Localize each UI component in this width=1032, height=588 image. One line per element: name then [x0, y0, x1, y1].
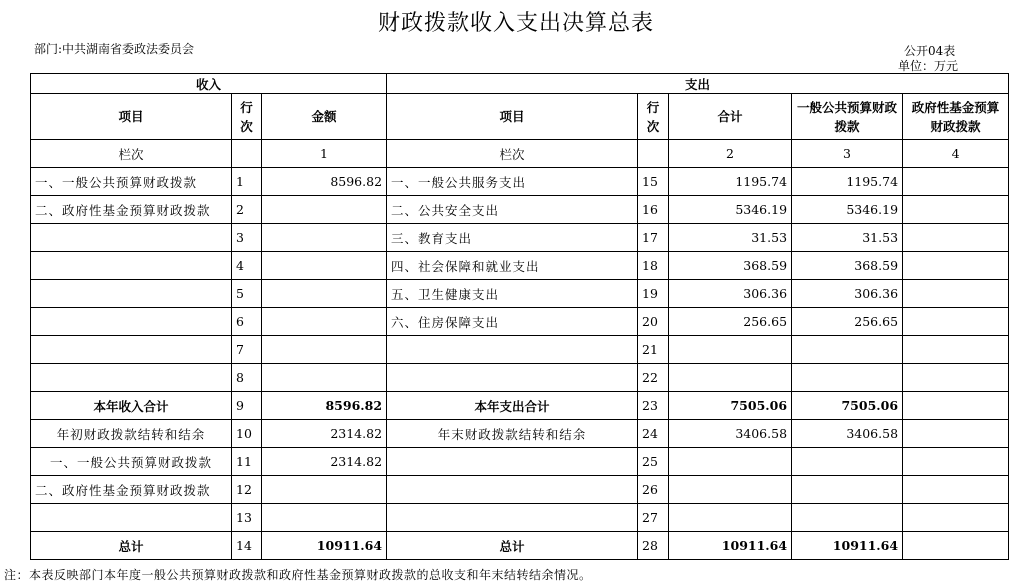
income-item-cell	[31, 364, 232, 392]
expense-line-cell: 17	[638, 224, 669, 252]
expense-general-cell: 256.65	[792, 308, 903, 336]
expense-total-cell	[669, 504, 792, 532]
expense-total-cell: 1195.74	[669, 168, 792, 196]
income-colnum-label: 栏次	[31, 140, 232, 168]
income-amount-cell: 10911.64	[262, 532, 387, 560]
expense-govfund-cell	[903, 392, 1009, 420]
expense-item-cell	[387, 336, 638, 364]
expense-item-cell: 三、教育支出	[387, 224, 638, 252]
income-amount-cell	[262, 308, 387, 336]
expense-total-cell: 3406.58	[669, 420, 792, 448]
expense-line-cell: 19	[638, 280, 669, 308]
income-line-cell: 3	[232, 224, 262, 252]
expense-general-header: 一般公共预算财政拨款	[792, 94, 903, 140]
table-row	[31, 532, 1009, 560]
expense-colnum-total: 2	[669, 140, 792, 168]
income-line-cell: 13	[232, 504, 262, 532]
income-line-cell: 9	[232, 392, 262, 420]
section-header-row	[31, 74, 1009, 94]
income-amount-header: 金额	[262, 94, 387, 140]
expense-item-cell: 总计	[387, 532, 638, 560]
expense-line-cell: 26	[638, 476, 669, 504]
report-title: 财政拨款收入支出决算总表	[377, 11, 654, 36]
table-row	[31, 196, 1009, 224]
expense-general-cell: 368.59	[792, 252, 903, 280]
unit-label: 单位：万元	[898, 59, 959, 73]
table-row	[31, 504, 1009, 532]
income-line-cell: 2	[232, 196, 262, 224]
income-line-cell: 12	[232, 476, 262, 504]
income-item-cell: 一、一般公共预算财政拨款	[31, 448, 232, 476]
expense-item-cell: 年末财政拨款结转和结余	[387, 420, 638, 448]
income-line-cell: 11	[232, 448, 262, 476]
expense-total-cell: 368.59	[669, 252, 792, 280]
expense-general-cell: 1195.74	[792, 168, 903, 196]
expense-general-cell: 31.53	[792, 224, 903, 252]
expense-total-cell: 10911.64	[669, 532, 792, 560]
table-row	[31, 336, 1009, 364]
expense-govfund-cell	[903, 420, 1009, 448]
income-line-cell: 6	[232, 308, 262, 336]
income-item-header: 项目	[31, 94, 232, 140]
expense-line-cell: 28	[638, 532, 669, 560]
expense-line-cell: 18	[638, 252, 669, 280]
income-item-cell: 二、政府性基金预算财政拨款	[31, 476, 232, 504]
expense-colnum-label: 栏次	[387, 140, 638, 168]
table-row	[31, 280, 1009, 308]
expense-total-cell: 5346.19	[669, 196, 792, 224]
expense-total-cell: 31.53	[669, 224, 792, 252]
expense-line-cell: 20	[638, 308, 669, 336]
income-line-cell: 1	[232, 168, 262, 196]
expense-general-cell: 7505.06	[792, 392, 903, 420]
expense-general-cell	[792, 336, 903, 364]
income-line-cell: 7	[232, 336, 262, 364]
expense-total-cell	[669, 336, 792, 364]
expense-total-cell: 306.36	[669, 280, 792, 308]
expense-line-cell: 25	[638, 448, 669, 476]
expense-general-cell	[792, 364, 903, 392]
expense-item-cell: 本年支出合计	[387, 392, 638, 420]
expense-item-cell	[387, 476, 638, 504]
income-amount-cell	[262, 280, 387, 308]
expense-total-header: 合计	[669, 94, 792, 140]
expense-line-cell: 22	[638, 364, 669, 392]
budget-summary-table	[30, 73, 1009, 560]
expense-line-cell: 24	[638, 420, 669, 448]
income-item-cell	[31, 308, 232, 336]
expense-general-cell	[792, 504, 903, 532]
expense-govfund-cell	[903, 308, 1009, 336]
income-item-cell	[31, 504, 232, 532]
income-item-cell: 本年收入合计	[31, 392, 232, 420]
income-item-cell	[31, 252, 232, 280]
expense-item-cell: 四、社会保障和就业支出	[387, 252, 638, 280]
column-header-row	[31, 94, 1009, 140]
expense-item-cell: 一、一般公共服务支出	[387, 168, 638, 196]
income-line-cell: 14	[232, 532, 262, 560]
expense-govfund-cell	[903, 252, 1009, 280]
expense-item-cell: 二、公共安全支出	[387, 196, 638, 224]
income-line-cell: 8	[232, 364, 262, 392]
table-row	[31, 364, 1009, 392]
income-line-cell: 10	[232, 420, 262, 448]
expense-govfund-cell	[903, 364, 1009, 392]
expense-govfund-cell	[903, 476, 1009, 504]
income-item-cell	[31, 280, 232, 308]
expense-govfund-cell	[903, 504, 1009, 532]
expense-general-cell: 5346.19	[792, 196, 903, 224]
expense-general-cell: 3406.58	[792, 420, 903, 448]
income-item-cell: 年初财政拨款结转和结余	[31, 420, 232, 448]
income-line-cell: 4	[232, 252, 262, 280]
expense-line-cell: 23	[638, 392, 669, 420]
expense-colnum-general: 3	[792, 140, 903, 168]
column-number-row	[31, 140, 1009, 168]
expense-item-cell	[387, 504, 638, 532]
table-row	[31, 308, 1009, 336]
expense-govfund-cell	[903, 336, 1009, 364]
expense-item-cell	[387, 364, 638, 392]
income-amount-cell	[262, 224, 387, 252]
expense-total-cell	[669, 364, 792, 392]
expense-general-cell	[792, 448, 903, 476]
table-row	[31, 168, 1009, 196]
income-amount-cell	[262, 504, 387, 532]
income-amount-cell	[262, 196, 387, 224]
expense-total-cell: 7505.06	[669, 392, 792, 420]
expense-general-cell: 306.36	[792, 280, 903, 308]
income-amount-cell	[262, 252, 387, 280]
income-colnum-line	[232, 140, 262, 168]
income-amount-cell	[262, 336, 387, 364]
expense-total-cell: 256.65	[669, 308, 792, 336]
expense-general-cell	[792, 476, 903, 504]
table-row	[31, 252, 1009, 280]
expense-colnum-line	[638, 140, 669, 168]
income-line-header: 行次	[232, 94, 262, 140]
expense-govfund-header: 政府性基金预算财政拨款	[903, 94, 1009, 140]
income-amount-cell: 2314.82	[262, 420, 387, 448]
income-item-cell	[31, 336, 232, 364]
expense-general-cell: 10911.64	[792, 532, 903, 560]
income-line-cell: 5	[232, 280, 262, 308]
expense-item-cell: 六、住房保障支出	[387, 308, 638, 336]
expense-govfund-cell	[903, 196, 1009, 224]
expense-govfund-cell	[903, 532, 1009, 560]
expense-colnum-govfund: 4	[903, 140, 1009, 168]
expense-govfund-cell	[903, 224, 1009, 252]
expense-item-cell: 五、卫生健康支出	[387, 280, 638, 308]
department-label: 部门:中共湖南省委政法委员会	[34, 42, 195, 56]
expense-total-cell	[669, 448, 792, 476]
income-amount-cell: 8596.82	[262, 168, 387, 196]
form-number: 公开04表	[904, 44, 956, 58]
expense-line-header: 行次	[638, 94, 669, 140]
income-amount-cell: 8596.82	[262, 392, 387, 420]
expense-govfund-cell	[903, 448, 1009, 476]
income-header: 收入	[31, 74, 387, 94]
income-item-cell: 一、一般公共预算财政拨款	[31, 168, 232, 196]
income-item-cell	[31, 224, 232, 252]
income-amount-cell	[262, 476, 387, 504]
expense-line-cell: 15	[638, 168, 669, 196]
expense-govfund-cell	[903, 168, 1009, 196]
expense-total-cell	[669, 476, 792, 504]
footnote: 注：本表反映部门本年度一般公共预算财政拨款和政府性基金预算财政拨款的总收支和年末结转结余情况。	[4, 568, 592, 582]
table-row	[31, 476, 1009, 504]
table-row	[31, 420, 1009, 448]
income-amount-cell: 2314.82	[262, 448, 387, 476]
income-amount-cell	[262, 364, 387, 392]
expense-govfund-cell	[903, 280, 1009, 308]
income-colnum-amount: 1	[262, 140, 387, 168]
expense-item-cell	[387, 448, 638, 476]
table-row	[31, 224, 1009, 252]
expense-line-cell: 21	[638, 336, 669, 364]
expense-line-cell: 27	[638, 504, 669, 532]
income-item-cell: 总计	[31, 532, 232, 560]
income-item-cell: 二、政府性基金预算财政拨款	[31, 196, 232, 224]
expense-line-cell: 16	[638, 196, 669, 224]
expense-header: 支出	[387, 74, 1009, 94]
table-row	[31, 448, 1009, 476]
expense-item-header: 项目	[387, 94, 638, 140]
table-row	[31, 392, 1009, 420]
